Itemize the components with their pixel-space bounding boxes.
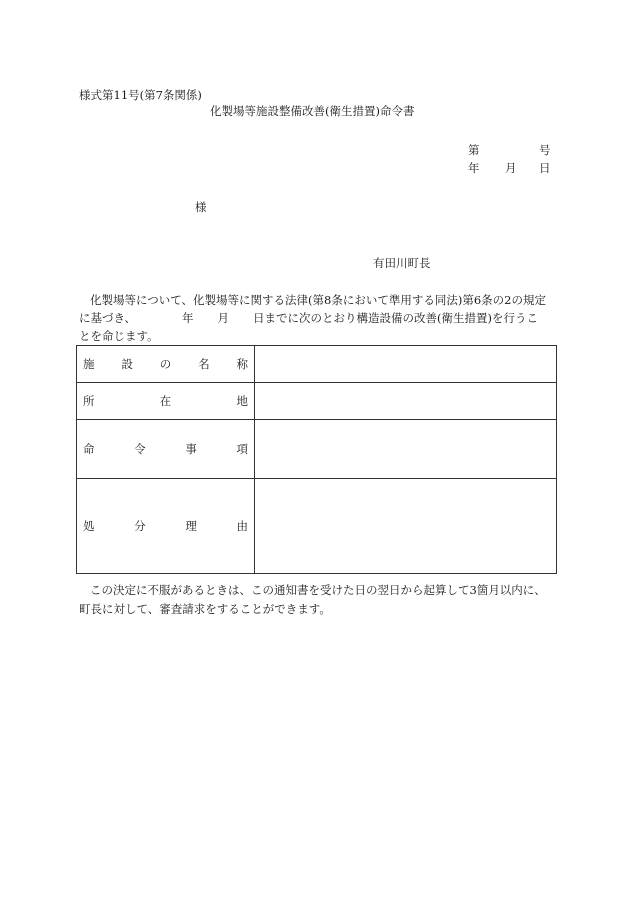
form-number: 様式第11号(第7条関係) <box>79 88 202 102</box>
appeal-notice-line-1 <box>79 582 546 598</box>
body-year-label: 年 <box>182 311 194 325</box>
value-order-items <box>255 420 557 479</box>
appeal-notice-text: この決定に不服があるときは、この通知書を受けた日の翌日から起算して3箇月以内に、 <box>90 583 546 597</box>
number-suffix: 号 <box>539 143 551 157</box>
date-year-label: 年 <box>468 161 480 175</box>
number-prefix: 第 <box>468 143 480 157</box>
order-details-table <box>76 345 557 574</box>
table-row-facility-name <box>77 346 557 383</box>
recipient-honorific: 様 <box>195 200 207 214</box>
body-paragraph-line-1 <box>79 292 546 308</box>
label-facility-name: 施 設 の 名 称 <box>77 346 255 383</box>
date-month-label: 月 <box>505 161 517 175</box>
date-day-label: 日 <box>539 161 551 175</box>
table-row-disposition-reason <box>77 479 557 574</box>
label-disposition-reason: 処 分 理 由 <box>77 479 255 574</box>
body-text: に基づき、 <box>79 311 137 325</box>
value-location <box>255 383 557 420</box>
appeal-notice-line-2: 町長に対して、審査請求をすることができます。 <box>79 602 331 616</box>
body-text: 化製場等について、化製場等に関する法律(第8条において準用する同法)第6条の2の規定 <box>90 293 546 307</box>
body-month-label: 月 <box>217 311 230 325</box>
document-title: 化製場等施設整備改善(衛生措置)命令書 <box>210 104 415 118</box>
label-location: 所 在 地 <box>77 383 255 420</box>
body-text: 日までに次のとおり構造設備の改善(衛生措置)を行うこ <box>253 311 539 325</box>
issuer-name: 有田川町長 <box>373 256 431 270</box>
value-disposition-reason <box>255 479 557 574</box>
table-row-order-items <box>77 420 557 479</box>
table-row-location <box>77 383 557 420</box>
value-facility-name <box>255 346 557 383</box>
body-paragraph-line-3: とを命じます。 <box>79 329 159 343</box>
label-order-items: 命 令 事 項 <box>77 420 255 479</box>
body-paragraph-line-2 <box>79 310 538 326</box>
